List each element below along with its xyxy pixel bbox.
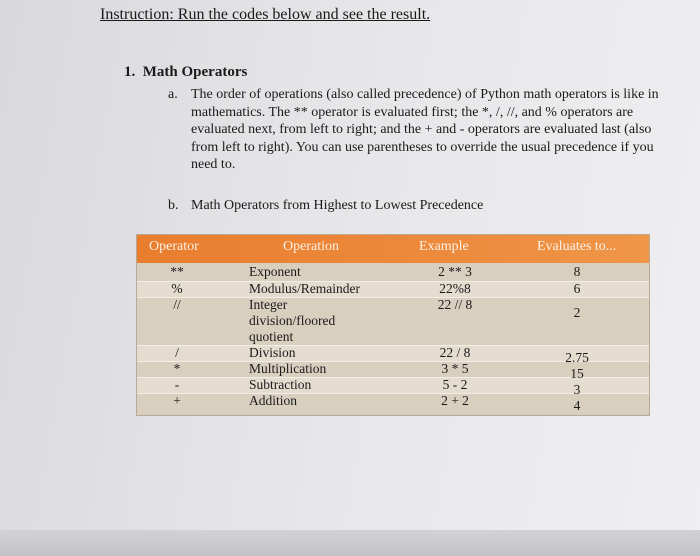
section-title xyxy=(124,64,247,81)
table-cell-evaluates: 2.75 xyxy=(565,350,589,365)
table-caption: Math Operators from Highest to Lowest Precedence xyxy=(191,198,484,213)
table-cell-operator: + xyxy=(173,393,181,408)
table-cell-evaluates: 3 xyxy=(573,382,581,397)
table-cell-operator: * xyxy=(173,361,181,376)
table-cell-example: 2 ** 3 xyxy=(438,264,472,279)
table-cell-operator: / xyxy=(175,345,179,360)
table-cell-example: 22 // 8 xyxy=(437,297,473,312)
table-cell-operation: Modulus/Remainder xyxy=(249,281,360,296)
table-cell-evaluates: 8 xyxy=(573,264,581,279)
table-header xyxy=(137,235,649,263)
table-cell-evaluates: 15 xyxy=(570,366,584,381)
table-cell-evaluates: 6 xyxy=(573,281,581,296)
list-marker-a: a. xyxy=(168,87,178,102)
table-cell-operator: // xyxy=(173,297,181,312)
operation-line: quotient xyxy=(249,329,294,344)
table-cell-operation: Subtraction xyxy=(249,377,312,392)
table-cell-example: 5 - 2 xyxy=(442,377,468,392)
table-cell-operation: Multiplication xyxy=(249,361,327,376)
instruction-heading: Instruction: Run the codes below and see the result. xyxy=(100,6,431,23)
table-cell-example: 22%8 xyxy=(439,281,471,296)
table-cell-operation: Exponent xyxy=(249,264,301,279)
list-marker-b: b. xyxy=(168,198,179,213)
header-evaluates: Evaluates to... xyxy=(537,239,617,254)
table-cell-operation: Division xyxy=(249,345,296,360)
header-operator: Operator xyxy=(149,239,199,254)
table-cell-operator: - xyxy=(174,377,180,392)
table-cell-operator: % xyxy=(171,281,183,296)
operation-line: division/floored xyxy=(249,313,336,328)
operation-line: Integer xyxy=(249,297,288,312)
table-cell-example: 22 / 8 xyxy=(439,345,471,360)
paragraph-precedence: The order of operations (also called precedence) of Python math operators is like in mathematics. The ** operator is evaluated first; the *, /, //, and % operators are evaluated next, from left to right; and the + and - operators are evaluated last (also from left to right). You can use parentheses to override the usual precedence if you need to. xyxy=(191,87,659,172)
header-example: Example xyxy=(419,239,469,254)
table-cell-example: 2 + 2 xyxy=(441,393,469,408)
table-cell-operation xyxy=(249,297,335,345)
header-operation: Operation xyxy=(283,239,339,254)
table-cell-evaluates: 4 xyxy=(573,398,581,413)
table-cell-example: 3 * 5 xyxy=(441,361,469,376)
table-cell-operation: Addition xyxy=(249,393,298,408)
section-number: 1. xyxy=(124,64,136,80)
table-cell-evaluates: 2 xyxy=(573,305,581,320)
operators-table xyxy=(136,234,650,416)
paper-bottom-edge xyxy=(0,530,700,556)
table-cell-operator: ** xyxy=(170,264,184,279)
section-title-text: Math Operators xyxy=(142,64,248,80)
